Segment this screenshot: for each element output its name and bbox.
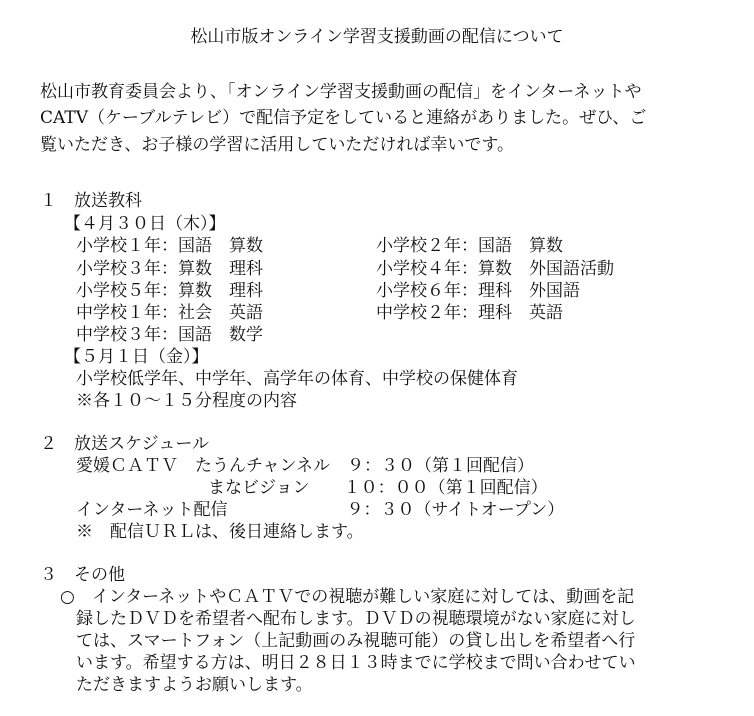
schedule-item: 中学校１年：社会 英語 [76,303,263,323]
section-2-heading: ２ 放送スケジュール [40,434,209,454]
intro-line-1: 松山市教育委員会より、「オンライン学習支援動画の配信」をインターネットや [40,82,642,102]
other-line-3: ては、スマートフォン（上記動画のみ視聴可能）の貸し出しを希望者へ行 [76,631,636,651]
day2-note: ※各１０～１５分程度の内容 [76,391,297,411]
schedule-item: 中学校３年：国語 数学 [76,325,263,345]
schedule-item: 小学校５年：算数 理科 [76,281,263,301]
day1-label: 【４月３０日（木）】 [64,214,226,234]
other-line-4: います。希望する方は、明日２８日１３時までに学校まで問い合わせてい [76,653,636,673]
other-line-2: 録したＤＶＤを希望者へ配布します。ＤＶＤの視聴環境がない家庭に対し [76,609,636,629]
intro-line-3: 覧いただき、お子様の学習に活用していただければ幸いです。 [40,135,514,155]
schedule-item: 小学校４年：算数 外国語活動 [376,259,614,279]
other-line-1: ○ インターネットやＣＡＴＶでの視聴が難しい家庭に対しては、動画を記 [60,587,635,607]
schedule-line-manavision: まなビジョン １０：００（第１回配信） [208,478,548,498]
document-title: 松山市版オンライン学習支援動画の配信について [190,27,564,47]
schedule-line-catv: 愛媛ＣＡＴＶ たうんチャンネル ９：３０（第１回配信） [76,456,534,476]
schedule-line-internet: インターネット配信 ９：３０（サイトオープン） [76,500,565,520]
schedule-item: 小学校３年：算数 理科 [76,259,263,279]
schedule-item: 小学校２年：国語 算数 [376,236,563,256]
intro-line-2: CATV（ケーブルテレビ）で配信予定をしていると連絡がありました。ぜひ、ご [40,108,647,128]
schedule-item: 小学校６年：理科 外国語 [376,281,580,301]
day2-line-1: 小学校低学年、中学年、高学年の体育、中学校の保健体育 [76,369,518,389]
day2-label: 【５月１日（金）】 [64,347,209,367]
section-1-heading: １ 放送教科 [40,191,142,211]
schedule-item: 小学校１年：国語 算数 [76,236,263,256]
section-3-heading: ３ その他 [40,565,125,585]
schedule-item: 中学校２年：理科 英語 [376,303,563,323]
url-note: ※ 配信ＵＲＬは、後日連絡します。 [76,522,364,542]
other-line-5: ただきますようお願いします。 [76,675,313,695]
